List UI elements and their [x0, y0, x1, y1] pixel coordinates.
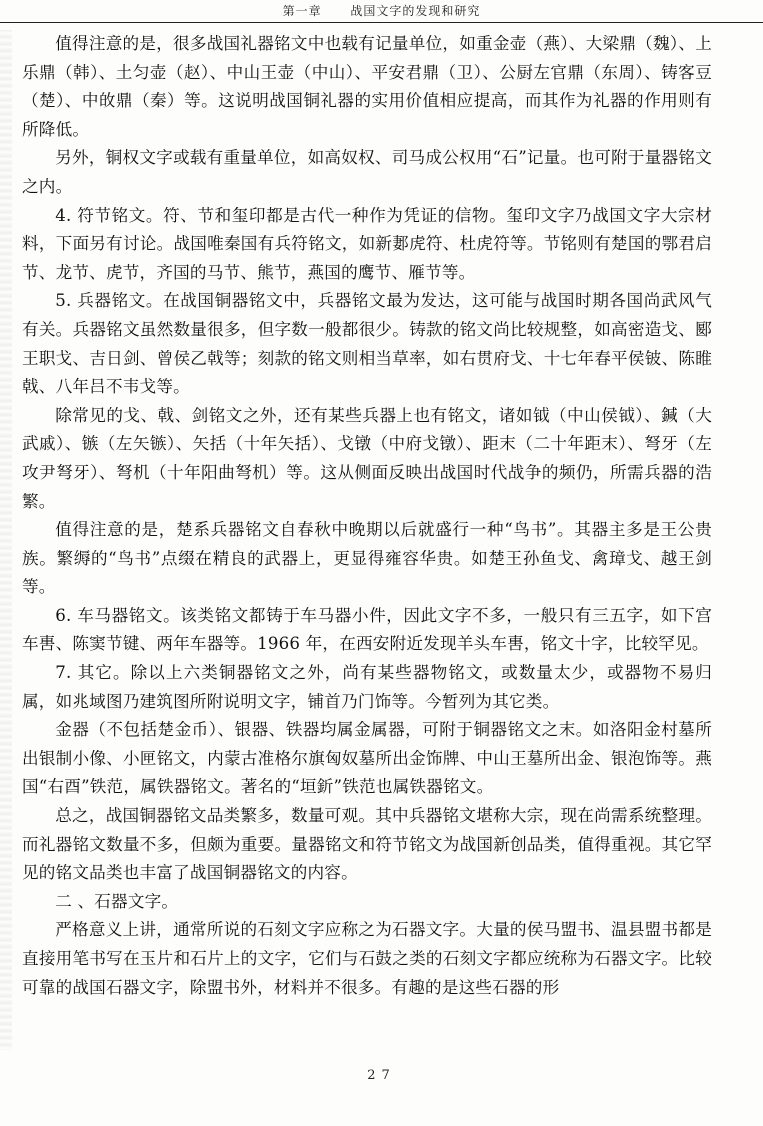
paragraph: 值得注意的是，楚系兵器铭文自春秋中晚期以后就盛行一种“鸟书”。其器主多是王公贵族。繁缛的“鸟书”点缀在精良的武器上，更显得雍容华贵。如楚王孙鱼戈、禽璋戈、越王剑等。 — [22, 520, 712, 597]
paragraph: 5. 兵器铭文。在战国铜器铭文中，兵器铭文最为发达，这可能与战国时期各国尚武风气有关。兵器铭文虽然数量很多，但字数一般都很少。铸款的铭文尚比较规整，如高密造戈、郾王职戈、吉日剑、曾侯乙戟等；刻款的铭文则相当草率，如右贯府戈、十七年春平侯铍、陈睢戟、八年吕不韦戈等。 — [22, 291, 712, 397]
paragraph: 7. 其它。除以上六类铜器铭文之外，尚有某些器物铭文，或数量太少，或器物不易归属，如兆域图乃建筑图所附说明文字，铺首乃门饰等。今暂列为其它类。 — [22, 663, 712, 711]
paragraph: 除常见的戈、戟、剑铭文之外，还有某些兵器上也有铭文，诸如钺（中山侯钺）、鍼（大武戚）、镞（左矢镞）、矢括（十年矢括）、戈镦（中府戈镦）、距末（二十年距末）、弩牙（左攻尹弩牙）、弩机（十年阳曲弩机）等。这从侧面反映出战国时代战争的频仍，所需兵器的浩繁。 — [22, 405, 712, 511]
chapter-title: 战国文字的发现和研究 — [350, 4, 481, 18]
chapter-label: 第一章 — [282, 4, 322, 18]
body-text — [22, 30, 712, 1002]
paragraph: 另外，铜权文字或载有重量单位，如高奴权、司马成公权用“石”记量。也可附于量器铭文之内。 — [22, 148, 712, 196]
scan-edge-shadow — [0, 30, 12, 1050]
section-heading: 二 、石器文字。 — [55, 891, 179, 911]
running-header — [0, 0, 763, 23]
paragraph: 值得注意的是，很多战国礼器铭文中也载有记量单位，如重金壶（燕）、大梁鼎（魏）、上乐鼎（韩）、土匀壶（赵）、中山王壶（中山）、平安君鼎（卫）、公厨左官鼎（东周）、铸客豆（楚）、中敀鼎（秦）等。这说明战国铜礼器的实用价值相应提高，而其作为礼器的作用则有所降低。 — [22, 34, 712, 139]
paragraph: 严格意义上讲，通常所说的石刻文字应称之为石器文字。大量的侯马盟书、温县盟书都是直接用笔书写在玉片和石片上的文字，它们与石鼓之类的石刻文字都应统称为石器文字。比较可靠的战国石器文字，除盟书外，材料并不很多。有趣的是这些石器的形 — [22, 920, 712, 997]
paragraph: 6. 车马器铭文。该类铭文都铸于车马器小件，因此文字不多，一般只有三五字，如下宫车軎、陈窦节键、两年车器等。1966 年，在西安附近发现羊头车軎，铭文十字，比较罕见。 — [22, 605, 712, 654]
paragraph: 金器（不包括楚金币）、银器、铁器均属金属器，可附于铜器铭文之末。如洛阳金村墓所出银制小像、小匣铭文，内蒙古准格尔旗匈奴墓所出金饰牌、中山王墓所出金、银泡饰等。燕国“右酉”铁范，属铁器铭文。著名的“垣釿”铁范也属铁器铭文。 — [22, 720, 712, 797]
paragraph: 4. 符节铭文。符、节和玺印都是古代一种作为凭证的信物。玺印文字乃战国文字大宗材料，下面另有讨论。战国唯秦国有兵符铭文，如新郪虎符、杜虎符等。节铭则有楚国的鄂君启节、龙节、虎节，齐国的马节、熊节，燕国的鹰节、雁节等。 — [22, 205, 712, 282]
page-number: 27 — [367, 1068, 396, 1083]
paragraph: 总之，战国铜器铭文品类繁多，数量可观。其中兵器铭文堪称大宗，现在尚需系统整理。而礼器铭文数量不多，但颇为重要。量器铭文和符节铭文为战国新创品类，值得重视。其它罕见的铭文品类也丰富了战国铜器铭文的内容。 — [22, 806, 712, 883]
